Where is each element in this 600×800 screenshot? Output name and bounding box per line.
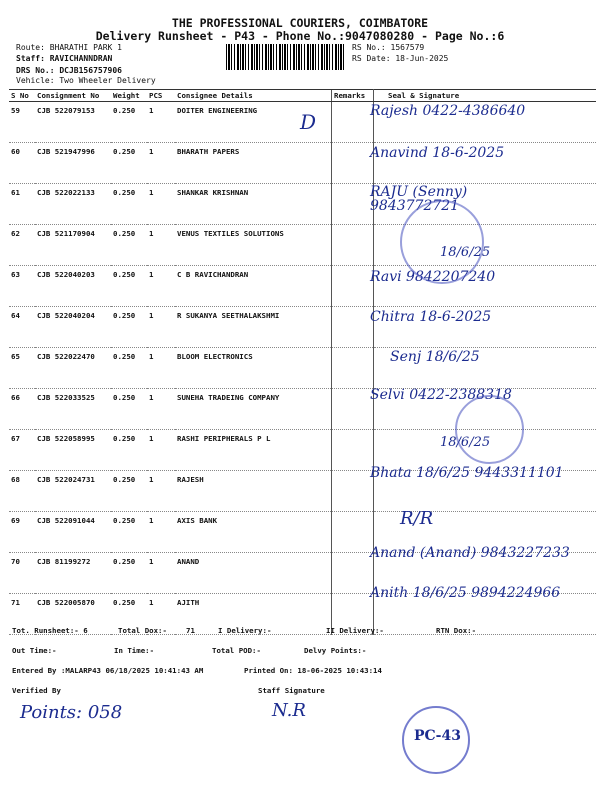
consignee-cell: BLOOM ELECTRONICS [175,348,332,389]
table-header-row [9,90,596,102]
consignment-cell: CJB 521947996 [35,143,111,184]
remarks-cell [332,512,374,553]
pcs-cell: 1 [147,553,175,594]
route: Route: BHARATHI PARK 1 [16,43,122,52]
consignment-cell: CJB 522040203 [35,266,111,307]
pcs-cell: 1 [147,348,175,389]
pcs-cell: 1 [147,389,175,430]
points-handwriting: Points: 058 [20,702,123,723]
staff: Staff: RAVICHANNDRAN [16,54,113,63]
weight-cell: 0.250 [111,102,147,143]
pcs-cell: 1 [147,143,175,184]
signature-67: 18/6/25 [440,435,491,450]
consignee-cell: C B RAVICHANDRAN [175,266,332,307]
pcs-cell: 1 [147,102,175,143]
sno-cell: 69 [9,512,35,553]
sno-cell: 59 [9,102,35,143]
signature-70: Anand (Anand) 9843227233 [370,545,570,561]
total-pod: Total POD:- [212,646,261,655]
consignment-cell: CJB 522005870 [35,594,111,635]
signature-68: Bhata 18/6/25 9443311101 [370,465,564,481]
col-seal: Seal & Signature [374,90,597,102]
signature-61: RAJU (Senny) 9843772721 [370,184,468,214]
remarks-cell [332,102,374,143]
sno-cell: 66 [9,389,35,430]
weight-cell: 0.250 [111,348,147,389]
sno-cell: 65 [9,348,35,389]
consignment-cell: CJB 81199272 [35,553,111,594]
barcode [226,44,344,70]
total-dox-value: 71 [186,626,195,635]
delivery-points: Delvy Points:- [304,646,367,655]
sno-cell: 68 [9,471,35,512]
consignment-cell: CJB 522024731 [35,471,111,512]
consignment-cell: CJB 522079153 [35,102,111,143]
consignment-cell: CJB 522058995 [35,430,111,471]
consignee-cell: AXIS BANK [175,512,332,553]
company-seal-stamp [400,200,484,284]
remarks-cell [332,389,374,430]
pcs-cell: 1 [147,594,175,635]
pc43-stamp-label: PC-43 [414,728,461,744]
sno-cell: 70 [9,553,35,594]
remarks-cell [332,184,374,225]
remarks-cell [332,430,374,471]
consignment-cell: CJB 521170904 [35,225,111,266]
pc43-stamp [402,706,470,774]
signature-65: Senj 18/6/25 [390,349,480,365]
col-sno: S No [9,90,35,102]
weight-cell: 0.250 [111,512,147,553]
rs-number: RS No.: 1567579 [352,43,425,52]
signature-63: Ravi 9842207240 [370,269,496,285]
consignee-cell: BHARATH PAPERS [175,143,332,184]
consignee-cell: ANAND [175,553,332,594]
in-time: In Time:- [114,646,155,655]
weight-cell: 0.250 [111,143,147,184]
printed-on: Printed On: 18-06-2025 10:43:14 [244,666,382,675]
pcs-cell: 1 [147,184,175,225]
pcs-cell: 1 [147,307,175,348]
ii-delivery: II Delivery:- [326,626,384,635]
weight-cell: 0.250 [111,225,147,266]
signature-69: R/R [400,508,434,529]
company-seal-stamp [455,395,524,464]
remarks-cell [332,553,374,594]
table-row [9,225,596,266]
consignee-cell: RASHI PERIPHERALS P L [175,430,332,471]
weight-cell: 0.250 [111,553,147,594]
entered-by: Entered By :MALARP43 06/18/2025 10:41:43 AM [12,666,204,675]
signature-62: 18/6/25 [440,245,491,260]
total-dox-label: Total Dox:- [118,626,167,635]
rs-date: RS Date: 18-Jun-2025 [352,54,449,63]
weight-cell: 0.250 [111,266,147,307]
consignee-cell: SHANKAR KRISHNAN [175,184,332,225]
remarks-cell [332,143,374,184]
consignment-cell: CJB 522040204 [35,307,111,348]
weight-cell: 0.250 [111,307,147,348]
pcs-cell: 1 [147,512,175,553]
pcs-cell: 1 [147,225,175,266]
verified-by: Verified By [12,686,61,695]
sno-cell: 71 [9,594,35,635]
consignment-cell: CJB 522091044 [35,512,111,553]
sno-cell: 67 [9,430,35,471]
staff-signature-label: Staff Signature [258,686,325,695]
company-title: THE PROFESSIONAL COURIERS, COIMBATORE [171,16,429,30]
total-runsheet: Tot. Runsheet:- 6 [12,626,88,635]
remarks-cell [332,471,374,512]
consignment-cell: CJB 522033525 [35,389,111,430]
signature-71: Anith 18/6/25 9894224966 [370,585,561,601]
consignment-cell: CJB 522022470 [35,348,111,389]
out-time: Out Time:- [12,646,57,655]
signature-59: Rajesh 0422-4386640 [370,103,526,119]
staff-initials: N.R [272,700,306,721]
consignee-cell: SUNEHA TRADEING COMPANY [175,389,332,430]
weight-cell: 0.250 [111,594,147,635]
pcs-cell: 1 [147,266,175,307]
sno-cell: 64 [9,307,35,348]
pcs-cell: 1 [147,430,175,471]
sno-cell: 63 [9,266,35,307]
col-remarks: Remarks [332,90,374,102]
weight-cell: 0.250 [111,430,147,471]
runsheet-subtitle: Delivery Runsheet - P43 - Phone No.:9047080280 - Page No.:6 [95,29,505,43]
remarks-cell [332,266,374,307]
consignee-cell: VENUS TEXTILES SOLUTIONS [175,225,332,266]
drs-number: DRS No.: DCJB156757906 [16,66,122,75]
consignee-cell: AJITH [175,594,332,635]
sno-cell: 61 [9,184,35,225]
consignment-cell: CJB 522022133 [35,184,111,225]
consignee-cell: DOITER ENGINEERING [175,102,332,143]
sno-cell: 62 [9,225,35,266]
vehicle: Vehicle: Two Wheeler Delivery [16,76,156,85]
pcs-cell: 1 [147,471,175,512]
weight-cell: 0.250 [111,471,147,512]
remarks-cell [332,225,374,266]
signature-60: Anavind 18-6-2025 [370,145,505,161]
col-pcs: PCS [147,90,175,102]
rtn-dox: RTN Dox:- [436,626,477,635]
consignee-cell: RAJESH [175,471,332,512]
remark-mark: D [300,110,317,134]
signature-66: Selvi 0422-2388318 [370,387,512,403]
col-consignee: Consignee Details [175,90,332,102]
weight-cell: 0.250 [111,389,147,430]
remarks-cell [332,348,374,389]
weight-cell: 0.250 [111,184,147,225]
i-delivery: I Delivery:- [218,626,272,635]
signature-64: Chitra 18-6-2025 [370,309,492,325]
col-consignment: Consignment No [35,90,111,102]
sno-cell: 60 [9,143,35,184]
remarks-cell [332,307,374,348]
col-weight: Weight [111,90,147,102]
consignee-cell: R SUKANYA SEETHALAKSHMI [175,307,332,348]
